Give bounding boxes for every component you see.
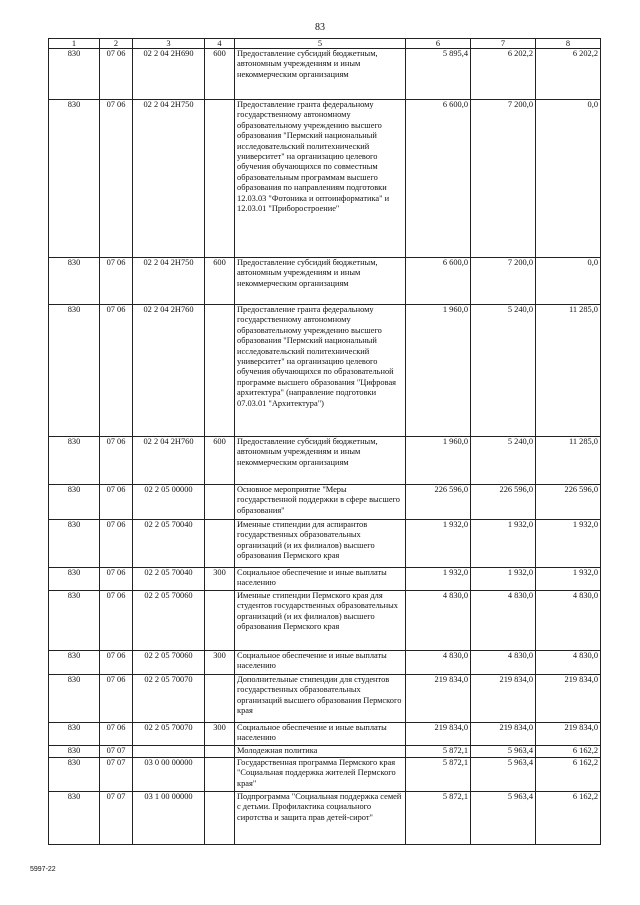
amount-year-2: 5 963,4 <box>471 792 536 845</box>
column-header: 2 <box>100 39 133 49</box>
table-row <box>49 792 601 845</box>
ministry-code: 830 <box>49 758 100 792</box>
item-name: Социальное обеспечение и иные выплаты населению <box>235 723 406 746</box>
table-row <box>49 591 601 651</box>
amount-year-1: 5 895,4 <box>406 49 471 100</box>
target-article-code: 02 2 05 70060 <box>133 591 205 651</box>
amount-year-3: 219 834,0 <box>536 675 601 723</box>
amount-year-1: 6 600,0 <box>406 258 471 305</box>
item-name: Социальное обеспечение и иные выплаты населению <box>235 651 406 675</box>
section-code: 07 06 <box>100 49 133 100</box>
amount-year-1: 5 872,1 <box>406 746 471 758</box>
amount-year-3: 0,0 <box>536 100 601 258</box>
column-header: 5 <box>235 39 406 49</box>
target-article-code: 02 2 04 2Н760 <box>133 437 205 485</box>
section-code: 07 07 <box>100 758 133 792</box>
ministry-code: 830 <box>49 305 100 437</box>
section-code: 07 06 <box>100 591 133 651</box>
ministry-code: 830 <box>49 675 100 723</box>
target-article-code: 02 2 05 70040 <box>133 520 205 568</box>
item-name: Молодежная политика <box>235 746 406 758</box>
budget-table <box>48 38 601 845</box>
column-header: 7 <box>471 39 536 49</box>
table-row <box>49 437 601 485</box>
amount-year-3: 6 202,2 <box>536 49 601 100</box>
table-row <box>49 100 601 258</box>
amount-year-3: 6 162,2 <box>536 792 601 845</box>
expense-type-code <box>205 520 235 568</box>
target-article-code: 02 2 05 00000 <box>133 485 205 520</box>
item-name: Предоставление гранта федеральному государственному автономному образовательному учреждению высшего образования "Пермский национальный исследовательский политехнический университет" на организацию целевого обучения обучающихся по образовательной программе высшего образования "Цифровая архитектура" (направление подготовки 07.03.01 "Архитектура") <box>235 305 406 437</box>
amount-year-3: 4 830,0 <box>536 591 601 651</box>
table-row <box>49 520 601 568</box>
expense-type-code <box>205 746 235 758</box>
section-code: 07 06 <box>100 675 133 723</box>
amount-year-2: 5 963,4 <box>471 746 536 758</box>
section-code: 07 07 <box>100 792 133 845</box>
ministry-code: 830 <box>49 651 100 675</box>
section-code: 07 06 <box>100 305 133 437</box>
expense-type-code <box>205 792 235 845</box>
amount-year-1: 1 932,0 <box>406 568 471 591</box>
table-row <box>49 651 601 675</box>
expense-type-code: 600 <box>205 258 235 305</box>
amount-year-1: 4 830,0 <box>406 591 471 651</box>
ministry-code: 830 <box>49 100 100 258</box>
expense-type-code <box>205 591 235 651</box>
item-name: Социальное обеспечение и иные выплаты населению <box>235 568 406 591</box>
expense-type-code <box>205 758 235 792</box>
target-article-code <box>133 746 205 758</box>
target-article-code: 02 2 04 2Н750 <box>133 100 205 258</box>
target-article-code: 02 2 04 2Н750 <box>133 258 205 305</box>
amount-year-1: 6 600,0 <box>406 100 471 258</box>
amount-year-3: 11 285,0 <box>536 305 601 437</box>
table-row <box>49 305 601 437</box>
amount-year-2: 7 200,0 <box>471 100 536 258</box>
target-article-code: 02 2 04 2Н690 <box>133 49 205 100</box>
target-article-code: 02 2 05 70070 <box>133 723 205 746</box>
table-row <box>49 723 601 746</box>
amount-year-2: 4 830,0 <box>471 651 536 675</box>
table-row <box>49 568 601 591</box>
amount-year-2: 219 834,0 <box>471 723 536 746</box>
ministry-code: 830 <box>49 485 100 520</box>
amount-year-2: 219 834,0 <box>471 675 536 723</box>
table-body <box>49 49 601 845</box>
column-header: 1 <box>49 39 100 49</box>
section-code: 07 06 <box>100 723 133 746</box>
target-article-code: 02 2 05 70070 <box>133 675 205 723</box>
expense-type-code: 600 <box>205 49 235 100</box>
item-name: Дополнительные стипендии для студентов государственных образовательных организаций высшего образования Пермского края <box>235 675 406 723</box>
item-name: Подпрограмма "Социальная поддержка семей с детьми. Профилактика социального сиротства и защита прав детей-сирот" <box>235 792 406 845</box>
expense-type-code <box>205 305 235 437</box>
ministry-code: 830 <box>49 258 100 305</box>
section-code: 07 06 <box>100 437 133 485</box>
amount-year-3: 6 162,2 <box>536 746 601 758</box>
item-name: Основное мероприятие "Меры государственной поддержки в сфере высшего образования" <box>235 485 406 520</box>
amount-year-1: 1 960,0 <box>406 305 471 437</box>
section-code: 07 06 <box>100 100 133 258</box>
amount-year-3: 4 830,0 <box>536 651 601 675</box>
amount-year-1: 1 960,0 <box>406 437 471 485</box>
amount-year-3: 1 932,0 <box>536 520 601 568</box>
target-article-code: 02 2 05 70060 <box>133 651 205 675</box>
amount-year-2: 1 932,0 <box>471 568 536 591</box>
target-article-code: 03 1 00 00000 <box>133 792 205 845</box>
amount-year-1: 219 834,0 <box>406 723 471 746</box>
page-number: 83 <box>315 22 325 33</box>
target-article-code: 02 2 04 2Н760 <box>133 305 205 437</box>
section-code: 07 06 <box>100 568 133 591</box>
expense-type-code: 300 <box>205 568 235 591</box>
ministry-code: 830 <box>49 520 100 568</box>
amount-year-1: 1 932,0 <box>406 520 471 568</box>
section-code: 07 06 <box>100 520 133 568</box>
amount-year-2: 7 200,0 <box>471 258 536 305</box>
amount-year-2: 4 830,0 <box>471 591 536 651</box>
amount-year-3: 219 834,0 <box>536 723 601 746</box>
ministry-code: 830 <box>49 723 100 746</box>
table-row <box>49 675 601 723</box>
column-number-row <box>49 39 601 49</box>
amount-year-3: 1 932,0 <box>536 568 601 591</box>
section-code: 07 06 <box>100 651 133 675</box>
item-name: Именные стипендии Пермского края для студентов государственных образовательных организаций (и их филиалов) высшего образования Пермского края <box>235 591 406 651</box>
expense-type-code <box>205 675 235 723</box>
expense-type-code: 300 <box>205 651 235 675</box>
target-article-code: 03 0 00 00000 <box>133 758 205 792</box>
amount-year-2: 5 963,4 <box>471 758 536 792</box>
section-code: 07 06 <box>100 485 133 520</box>
item-name: Предоставление субсидий бюджетным, автономным учреждениям и иным некоммерческим организациям <box>235 437 406 485</box>
table-row <box>49 49 601 100</box>
amount-year-1: 219 834,0 <box>406 675 471 723</box>
amount-year-2: 6 202,2 <box>471 49 536 100</box>
amount-year-1: 5 872,1 <box>406 792 471 845</box>
column-header: 6 <box>406 39 471 49</box>
item-name: Именные стипендии для аспирантов государственных образовательных организаций (и их филиалов) высшего образования Пермского края <box>235 520 406 568</box>
item-name: Предоставление субсидий бюджетным, автономным учреждениям и иным некоммерческим организациям <box>235 49 406 100</box>
ministry-code: 830 <box>49 437 100 485</box>
item-name: Предоставление субсидий бюджетным, автономным учреждениям и иным некоммерческим организациям <box>235 258 406 305</box>
amount-year-2: 5 240,0 <box>471 305 536 437</box>
ministry-code: 830 <box>49 591 100 651</box>
target-article-code: 02 2 05 70040 <box>133 568 205 591</box>
amount-year-2: 5 240,0 <box>471 437 536 485</box>
amount-year-1: 5 872,1 <box>406 758 471 792</box>
table-row <box>49 746 601 758</box>
column-header: 8 <box>536 39 601 49</box>
section-code: 07 07 <box>100 746 133 758</box>
item-name: Предоставление гранта федеральному государственному автономному образовательному учреждению высшего образования "Пермский национальный исследовательский политехнический университет" на организацию целевого обучения обучающихся по совместным образовательным программам высшего образования по направлениям подготовки 12.03.03 "Фотоника и оптоинформатика" и 12.03.01 "Приборостроение" <box>235 100 406 258</box>
footer-code: 5997-22 <box>30 866 56 873</box>
column-header: 3 <box>133 39 205 49</box>
ministry-code: 830 <box>49 568 100 591</box>
column-header: 4 <box>205 39 235 49</box>
amount-year-2: 1 932,0 <box>471 520 536 568</box>
table-row <box>49 258 601 305</box>
ministry-code: 830 <box>49 49 100 100</box>
ministry-code: 830 <box>49 746 100 758</box>
amount-year-1: 226 596,0 <box>406 485 471 520</box>
amount-year-2: 226 596,0 <box>471 485 536 520</box>
expense-type-code: 600 <box>205 437 235 485</box>
amount-year-3: 11 285,0 <box>536 437 601 485</box>
item-name: Государственная программа Пермского края "Социальная поддержка жителей Пермского края" <box>235 758 406 792</box>
expense-type-code <box>205 100 235 258</box>
table-row <box>49 758 601 792</box>
amount-year-3: 0,0 <box>536 258 601 305</box>
expense-type-code: 300 <box>205 723 235 746</box>
section-code: 07 06 <box>100 258 133 305</box>
table-row <box>49 485 601 520</box>
ministry-code: 830 <box>49 792 100 845</box>
amount-year-3: 226 596,0 <box>536 485 601 520</box>
amount-year-1: 4 830,0 <box>406 651 471 675</box>
amount-year-3: 6 162,2 <box>536 758 601 792</box>
expense-type-code <box>205 485 235 520</box>
